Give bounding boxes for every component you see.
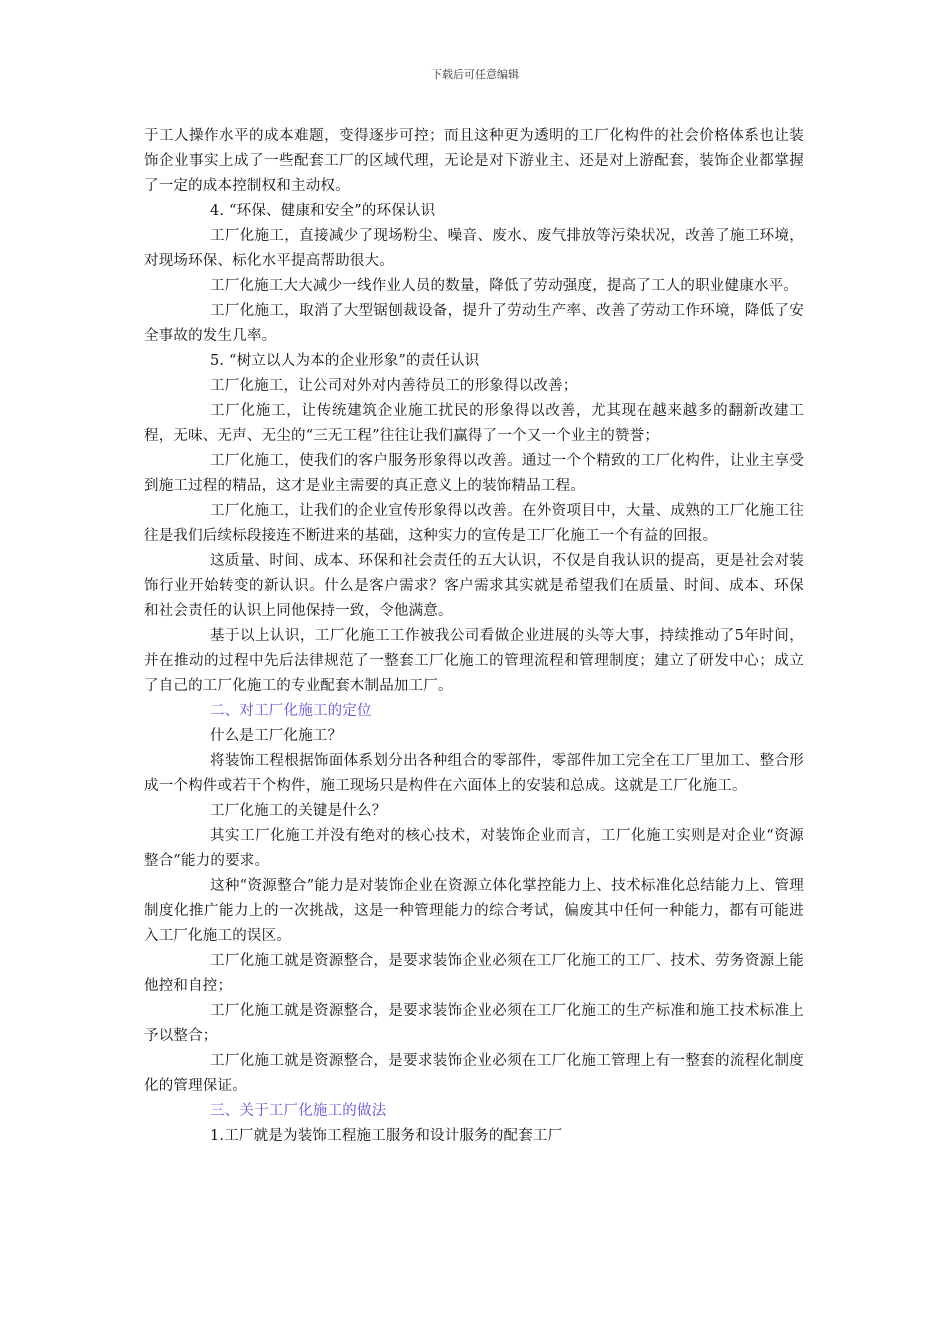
- paragraph: 工厂化施工，使我们的客户服务形象得以改善。通过一个个精致的工厂化构件，让业主享受到施工过程的精品，这才是业主需要的真正意义上的装饰精品工程。: [144, 453, 804, 494]
- page-header: 下载后可任意编辑: [431, 68, 519, 81]
- paragraph: 于工人操作水平的成本难题，变得逐步可控；而且这种更为透明的工厂化构件的社会价格体系也让装饰企业事实上成了一些配套工厂的区域代理，无论是对下游业主、还是对上游配套，装饰企业都掌握了一定的成本控制权和主动权。: [144, 128, 804, 194]
- paragraph: 基于以上认识，工厂化施工工作被我公司看做企业进展的头等大事，持续推动了5年时间，并在推动的过程中先后法律规范了一整套工厂化施工的管理流程和管理制度；建立了研发中心；成立了自己的工厂化施工的专业配套木制品加工厂。: [144, 628, 804, 694]
- paragraph: 将装饰工程根据饰面体系划分出各种组合的零部件，零部件加工完全在工厂里加工、整合形成一个构件或若干个构件，施工现场只是构件在六面体上的安装和总成。这就是工厂化施工。: [144, 753, 804, 794]
- paragraph: 工厂化施工，取消了大型锯刨裁设备，提升了劳动生产率、改善了劳动工作环境，降低了安全事故的发生几率。: [144, 303, 804, 344]
- section-heading: 三、关于工厂化施工的做法: [210, 1103, 387, 1119]
- paragraph: 这种“资源整合”能力是对装饰企业在资源立体化掌控能力上、技术标准化总结能力上、管理制度化推广能力上的一次挑战，这是一种管理能力的综合考试，偏废其中任何一种能力，都有可能进入工厂化施工的误区。: [144, 878, 804, 944]
- paragraph: 工厂化施工就是资源整合，是要求装饰企业必须在工厂化施工的工厂、技术、劳务资源上能他控和自控；: [144, 953, 804, 994]
- paragraph: 4. “环保、健康和安全”的环保认识: [210, 203, 436, 219]
- paragraph: 1.工厂就是为装饰工程施工服务和设计服务的配套工厂: [210, 1128, 563, 1144]
- paragraph: 工厂化施工的关键是什么？: [210, 803, 387, 819]
- paragraph: 其实工厂化施工并没有绝对的核心技术，对装饰企业而言，工厂化施工实则是对企业“资源整合”能力的要求。: [144, 828, 804, 869]
- paragraph: 工厂化施工，让公司对外对内善待员工的形象得以改善；: [210, 378, 578, 394]
- paragraph: 工厂化施工，让我们的企业宣传形象得以改善。在外资项目中，大量、成熟的工厂化施工往往是我们后续标段接连不断进来的基础，这种实力的宣传是工厂化施工一个有益的回报。: [144, 503, 804, 544]
- paragraph: 工厂化施工就是资源整合，是要求装饰企业必须在工厂化施工管理上有一整套的流程化制度化的管理保证。: [144, 1053, 804, 1094]
- paragraph: 工厂化施工，直接减少了现场粉尘、噪音、废水、废气排放等污染状况，改善了施工环境，对现场环保、标化水平提高帮助很大。: [144, 228, 804, 269]
- paragraph: 这质量、时间、成本、环保和社会责任的五大认识，不仅是自我认识的提高，更是社会对装饰行业开始转变的新认识。什么是客户需求？客户需求其实就是希望我们在质量、时间、成本、环保和社会责任的认识上同他保持一致，令他满意。: [144, 553, 804, 619]
- paragraph: 工厂化施工，让传统建筑企业施工扰民的形象得以改善，尤其现在越来越多的翻新改建工程，无味、无声、无尘的“三无工程”往往让我们赢得了一个又一个业主的赞誉；: [144, 403, 804, 444]
- paragraph: 工厂化施工大大减少一线作业人员的数量，降低了劳动强度，提高了工人的职业健康水平。: [210, 278, 798, 294]
- paragraph: 什么是工厂化施工？: [210, 728, 343, 744]
- paragraph: 工厂化施工就是资源整合，是要求装饰企业必须在工厂化施工的生产标准和施工技术标准上予以整合；: [144, 1003, 804, 1044]
- document-body: [144, 124, 804, 1149]
- section-heading: 二、对工厂化施工的定位: [210, 703, 372, 719]
- paragraph: 5. “树立以人为本的企业形象”的责任认识: [210, 353, 480, 369]
